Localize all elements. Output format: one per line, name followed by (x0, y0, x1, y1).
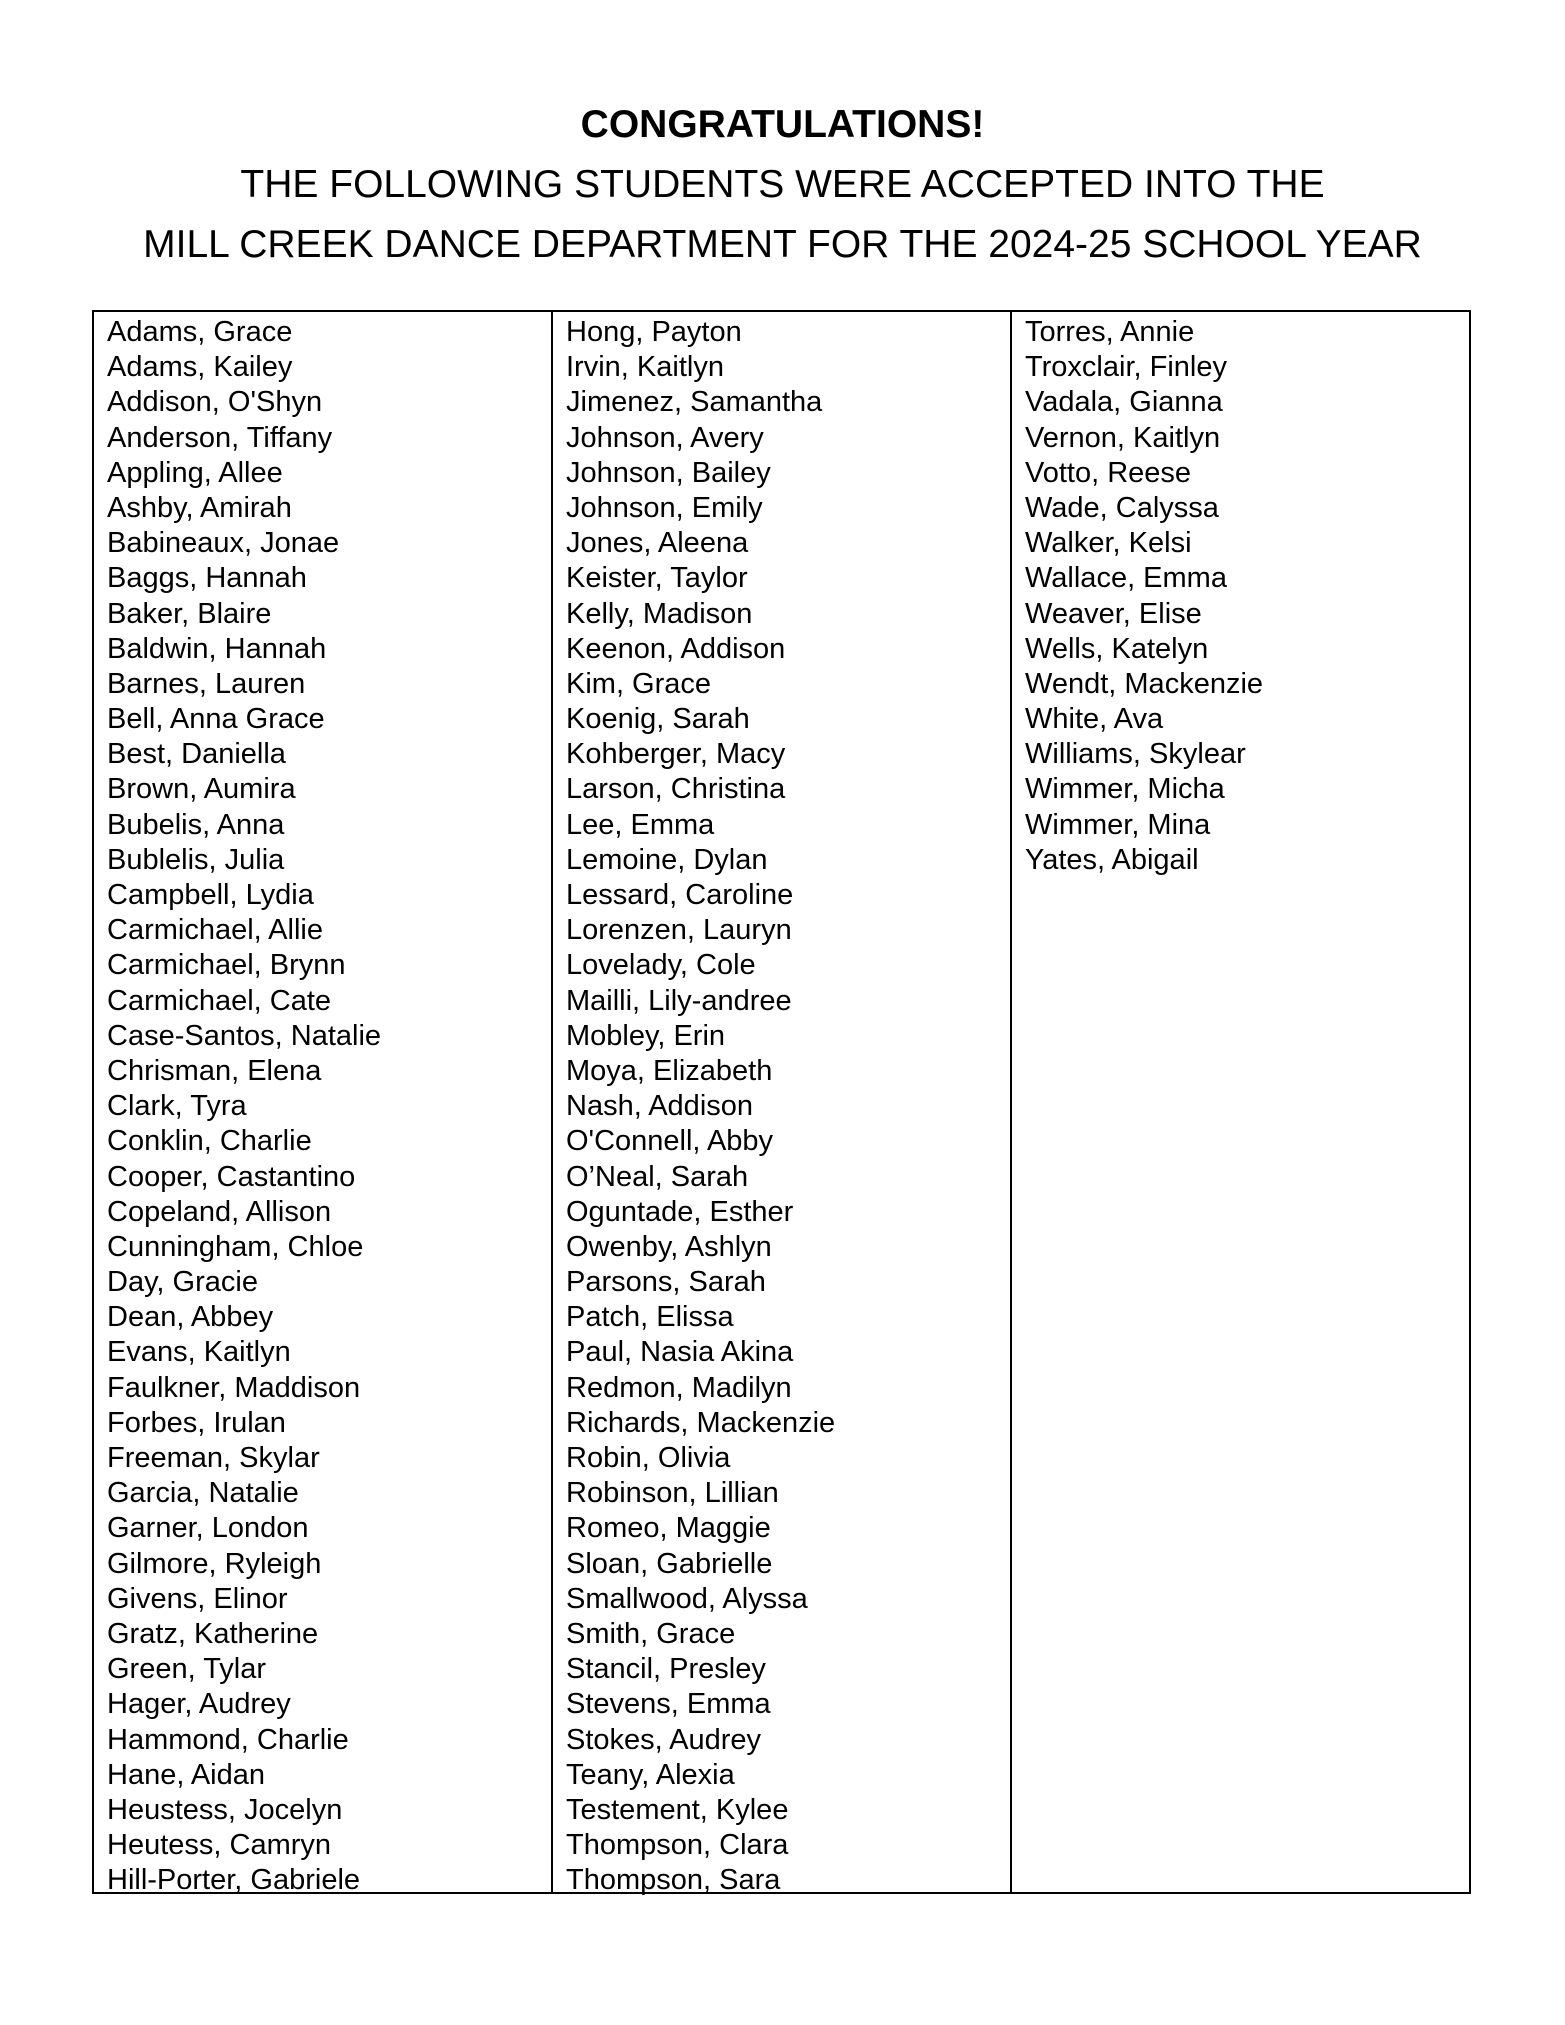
student-name: Smith, Grace (566, 1617, 736, 1650)
student-name: Wimmer, Micha (1025, 773, 1225, 806)
student-name: Thompson, Clara (566, 1829, 789, 1862)
student-name: Jimenez, Samantha (566, 386, 823, 419)
student-name: Carmichael, Brynn (107, 949, 346, 982)
student-name: Freeman, Skylar (107, 1442, 320, 1474)
student-name: Patch, Elissa (566, 1301, 734, 1334)
student-name: Hane, Aidan (107, 1758, 266, 1791)
student-name: Bell, Anna Grace (107, 703, 325, 736)
student-name: Addison, O'Shyn (107, 386, 323, 419)
student-name: Copeland, Allison (107, 1195, 332, 1228)
student-name: Lee, Emma (566, 808, 715, 841)
student-name: Anderson, Tiffany (107, 421, 333, 454)
student-name: Kohberger, Macy (566, 738, 786, 771)
student-name: Kim, Grace (566, 667, 712, 700)
student-name: Givens, Elinor (107, 1582, 288, 1615)
student-name: Keenon, Addison (566, 632, 786, 665)
student-name: Hager, Audrey (107, 1688, 291, 1721)
student-name: Testement, Kylee (566, 1793, 789, 1826)
student-name: Jones, Aleena (566, 527, 749, 560)
student-name: Johnson, Emily (566, 491, 763, 524)
student-name: Yates, Abigail (1025, 843, 1199, 876)
student-name: Evans, Kaitlyn (107, 1336, 291, 1369)
student-name: Lorenzen, Lauryn (566, 914, 792, 947)
student-name: White, Ava (1025, 703, 1164, 736)
student-name: Thompson, Sara (566, 1864, 781, 1897)
student-name: Owenby, Ashlyn (566, 1230, 772, 1263)
student-name: Brown, Aumira (107, 773, 296, 806)
student-name: Conklin, Charlie (107, 1125, 312, 1158)
student-name: Garner, London (107, 1512, 309, 1545)
student-name: Adams, Grace (107, 316, 293, 348)
student-name: Gilmore, Ryleigh (107, 1547, 322, 1580)
student-name: Chrisman, Elena (107, 1054, 322, 1087)
student-name: Hong, Payton (566, 316, 742, 348)
student-name: Stancil, Presley (566, 1653, 766, 1686)
student-name: Stokes, Audrey (566, 1723, 762, 1756)
student-name: Koenig, Sarah (566, 703, 750, 736)
student-name: Wallace, Emma (1025, 562, 1227, 595)
student-name: Vadala, Gianna (1025, 386, 1223, 419)
student-name: Hill-Porter, Gabriele (107, 1864, 361, 1897)
student-name: Faulkner, Maddison (107, 1371, 361, 1404)
student-name: Lovelady, Cole (566, 949, 756, 982)
student-name: Cooper, Castantino (107, 1160, 356, 1193)
student-name: Romeo, Maggie (566, 1512, 771, 1545)
student-name: Heutess, Camryn (107, 1829, 332, 1862)
student-name: Walker, Kelsi (1025, 527, 1192, 560)
student-name: Green, Tylar (107, 1653, 267, 1686)
student-name: O’Neal, Sarah (566, 1160, 749, 1193)
student-name: Redmon, Madilyn (566, 1371, 792, 1404)
student-name: Sloan, Gabrielle (566, 1547, 773, 1580)
student-name: Cunningham, Chloe (107, 1230, 364, 1263)
student-name: Forbes, Irulan (107, 1406, 286, 1439)
student-name: Robin, Olivia (566, 1442, 731, 1474)
student-name: Wendt, Mackenzie (1025, 667, 1264, 700)
student-name: Appling, Allee (107, 456, 283, 489)
student-name: Moya, Elizabeth (566, 1054, 773, 1087)
student-name: Wells, Katelyn (1025, 632, 1209, 665)
document-header (0, 95, 1565, 275)
student-name: Robinson, Lillian (566, 1477, 779, 1510)
student-name: Baker, Blaire (107, 597, 272, 630)
student-name: Mobley, Erin (566, 1019, 726, 1052)
student-name: Babineaux, Jonae (107, 527, 340, 560)
student-name: Campbell, Lydia (107, 879, 314, 911)
student-name: Hammond, Charlie (107, 1723, 349, 1756)
student-name: Williams, Skylear (1025, 738, 1246, 771)
student-name: Smallwood, Alyssa (566, 1582, 808, 1615)
student-name: Baldwin, Hannah (107, 632, 327, 665)
student-name: Torres, Annie (1025, 316, 1195, 348)
names-column-3 (1010, 312, 1469, 1892)
student-name: Garcia, Natalie (107, 1477, 299, 1510)
student-name: Paul, Nasia Akina (566, 1336, 794, 1369)
student-name: Barnes, Lauren (107, 667, 306, 700)
student-name: Stevens, Emma (566, 1688, 771, 1721)
student-name: Clark, Tyra (107, 1090, 247, 1123)
student-name: Kelly, Madison (566, 597, 753, 630)
student-name: Heustess, Jocelyn (107, 1793, 343, 1826)
student-name: Keister, Taylor (566, 562, 748, 595)
student-name: Weaver, Elise (1025, 597, 1202, 630)
student-name: Troxclair, Finley (1025, 351, 1227, 384)
subheading-line-1: THE FOLLOWING STUDENTS WERE ACCEPTED INTO THE (240, 163, 1325, 206)
student-name: Wimmer, Mina (1025, 808, 1211, 841)
student-name: Richards, Mackenzie (566, 1406, 836, 1439)
student-name: Best, Daniella (107, 738, 286, 771)
student-name: Votto, Reese (1025, 456, 1192, 489)
student-name: Larson, Christina (566, 773, 786, 806)
student-name: Gratz, Katherine (107, 1617, 319, 1650)
student-name: Bublelis, Julia (107, 843, 285, 876)
student-names-table (92, 310, 1471, 1897)
student-name: Day, Gracie (107, 1266, 258, 1299)
student-name: Parsons, Sarah (566, 1266, 766, 1299)
student-name: Adams, Kailey (107, 351, 293, 384)
student-name: Baggs, Hannah (107, 562, 307, 595)
student-name: Lessard, Caroline (566, 879, 794, 911)
student-name: Oguntade, Esther (566, 1195, 794, 1228)
student-name: Lemoine, Dylan (566, 843, 768, 876)
student-name: Wade, Calyssa (1025, 491, 1219, 524)
student-name: Johnson, Avery (566, 421, 764, 454)
student-name: Carmichael, Cate (107, 984, 332, 1017)
names-column-2 (551, 312, 1010, 1897)
student-name: Carmichael, Allie (107, 914, 323, 947)
student-name: Vernon, Kaitlyn (1025, 421, 1221, 454)
student-name: Teany, Alexia (566, 1758, 735, 1791)
student-name: O'Connell, Abby (566, 1125, 774, 1158)
student-name: Case-Santos, Natalie (107, 1019, 382, 1052)
student-name: Irvin, Kaitlyn (566, 351, 724, 384)
student-name: Mailli, Lily-andree (566, 984, 792, 1017)
subheading-line-2: MILL CREEK DANCE DEPARTMENT FOR THE 2024-25 SCHOOL YEAR (143, 223, 1422, 266)
student-name: Dean, Abbey (107, 1301, 274, 1334)
names-column-1 (94, 312, 551, 1897)
student-name: Bubelis, Anna (107, 808, 285, 841)
student-name: Johnson, Bailey (566, 456, 771, 489)
student-name: Nash, Addison (566, 1090, 754, 1123)
student-name: Ashby, Amirah (107, 491, 292, 524)
congratulations-heading: CONGRATULATIONS! (580, 103, 985, 146)
